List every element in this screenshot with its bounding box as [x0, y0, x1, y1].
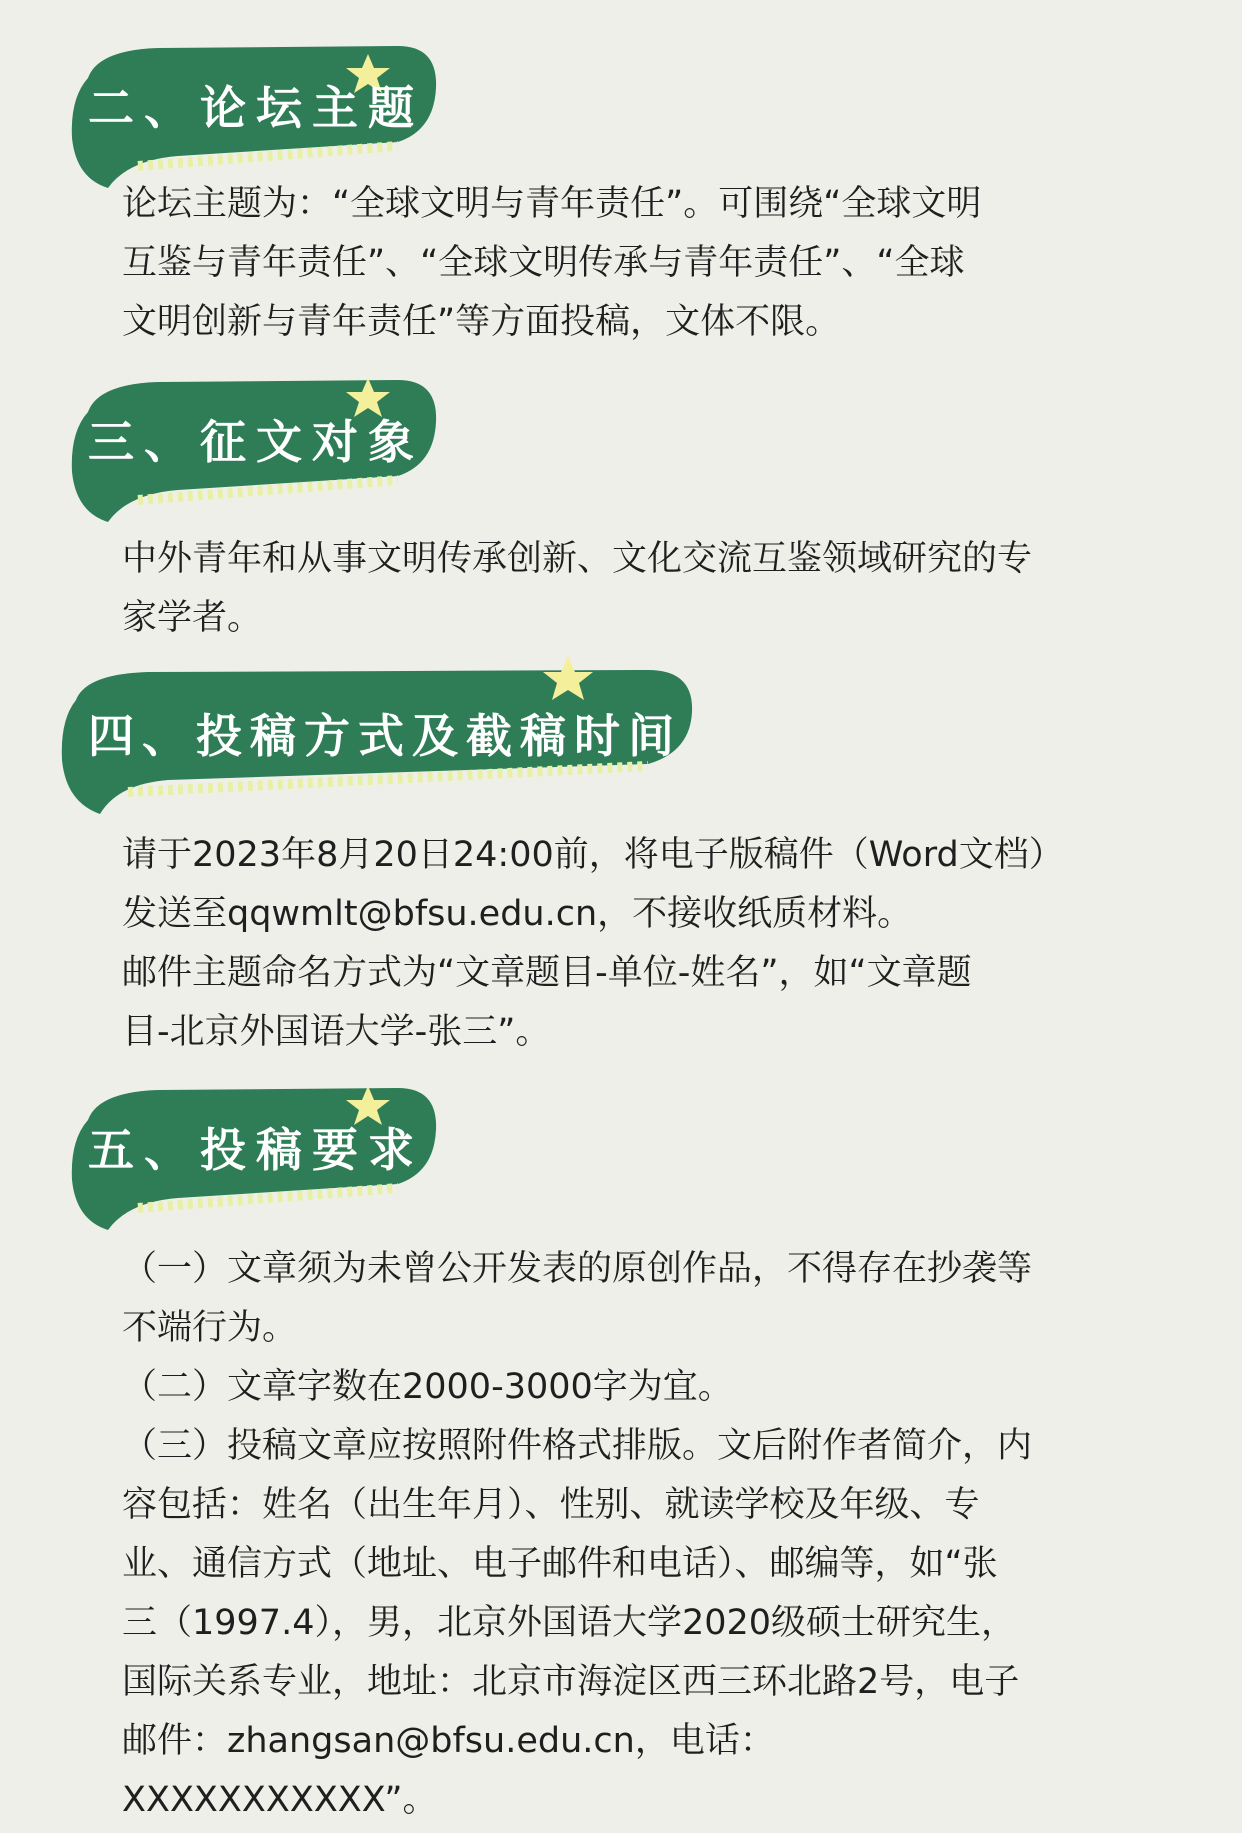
section-title: 五、投稿要求 [88, 1123, 424, 1177]
text-line: XXXXXXXXXXX”。 [122, 1780, 438, 1820]
text-line: 业、通信方式（地址、电子邮件和电话）、邮编等，如“张 [122, 1544, 998, 1584]
text-line: （二）文章字数在2000-3000字为宜。 [122, 1367, 733, 1407]
text-line: 不端行为。 [122, 1308, 298, 1348]
section-body [122, 175, 1120, 352]
section-header-submission [58, 660, 698, 820]
text-line: 互鉴与青年责任”、“全球文明传承与青年责任”、“全球 [122, 243, 965, 283]
section-body [122, 530, 1120, 648]
section-header-forum-theme [68, 38, 448, 198]
text-line: 家学者。 [122, 598, 263, 638]
text-line: （三）投稿文章应按照附件格式排版。文后附作者简介，内 [122, 1426, 1033, 1466]
text-line: 容包括：姓名（出生年月）、性别、就读学校及年级、专 [122, 1485, 980, 1525]
text-line: 国际关系专业，地址：北京市海淀区西三环北路2号，电子 [122, 1662, 1020, 1702]
text-line: 三（1997.4），男，北京外国语大学2020级硕士研究生， [122, 1603, 1017, 1643]
section-header-target [68, 372, 448, 532]
section-title: 四、投稿方式及截稿时间 [88, 709, 682, 763]
text-line: 论坛主题为：“全球文明与青年责任”。可围绕“全球文明 [122, 184, 982, 224]
text-line: （一）文章须为未曾公开发表的原创作品，不得存在抄袭等 [122, 1249, 1033, 1289]
section-body [122, 1240, 1120, 1830]
section-title: 二、论坛主题 [88, 81, 424, 135]
text-line: 请于2023年8月20日24:00前，将电子版稿件（Word文档） [122, 835, 1064, 875]
text-line: 文明创新与青年责任”等方面投稿，文体不限。 [122, 302, 841, 342]
text-line: 邮件主题命名方式为“文章题目-单位-姓名”，如“文章题 [122, 953, 972, 993]
text-line: 邮件：zhangsan@bfsu.edu.cn，电话： [122, 1721, 775, 1761]
section-body [122, 826, 1120, 1062]
text-line: 目-北京外国语大学-张三”。 [122, 1012, 551, 1052]
section-title: 三、征文对象 [88, 415, 424, 469]
text-line: 中外青年和从事文明传承创新、文化交流互鉴领域研究的专 [122, 539, 1033, 579]
text-line: 发送至qqwmlt@bfsu.edu.cn，不接收纸质材料。 [122, 894, 913, 934]
section-header-requirements [68, 1080, 448, 1240]
